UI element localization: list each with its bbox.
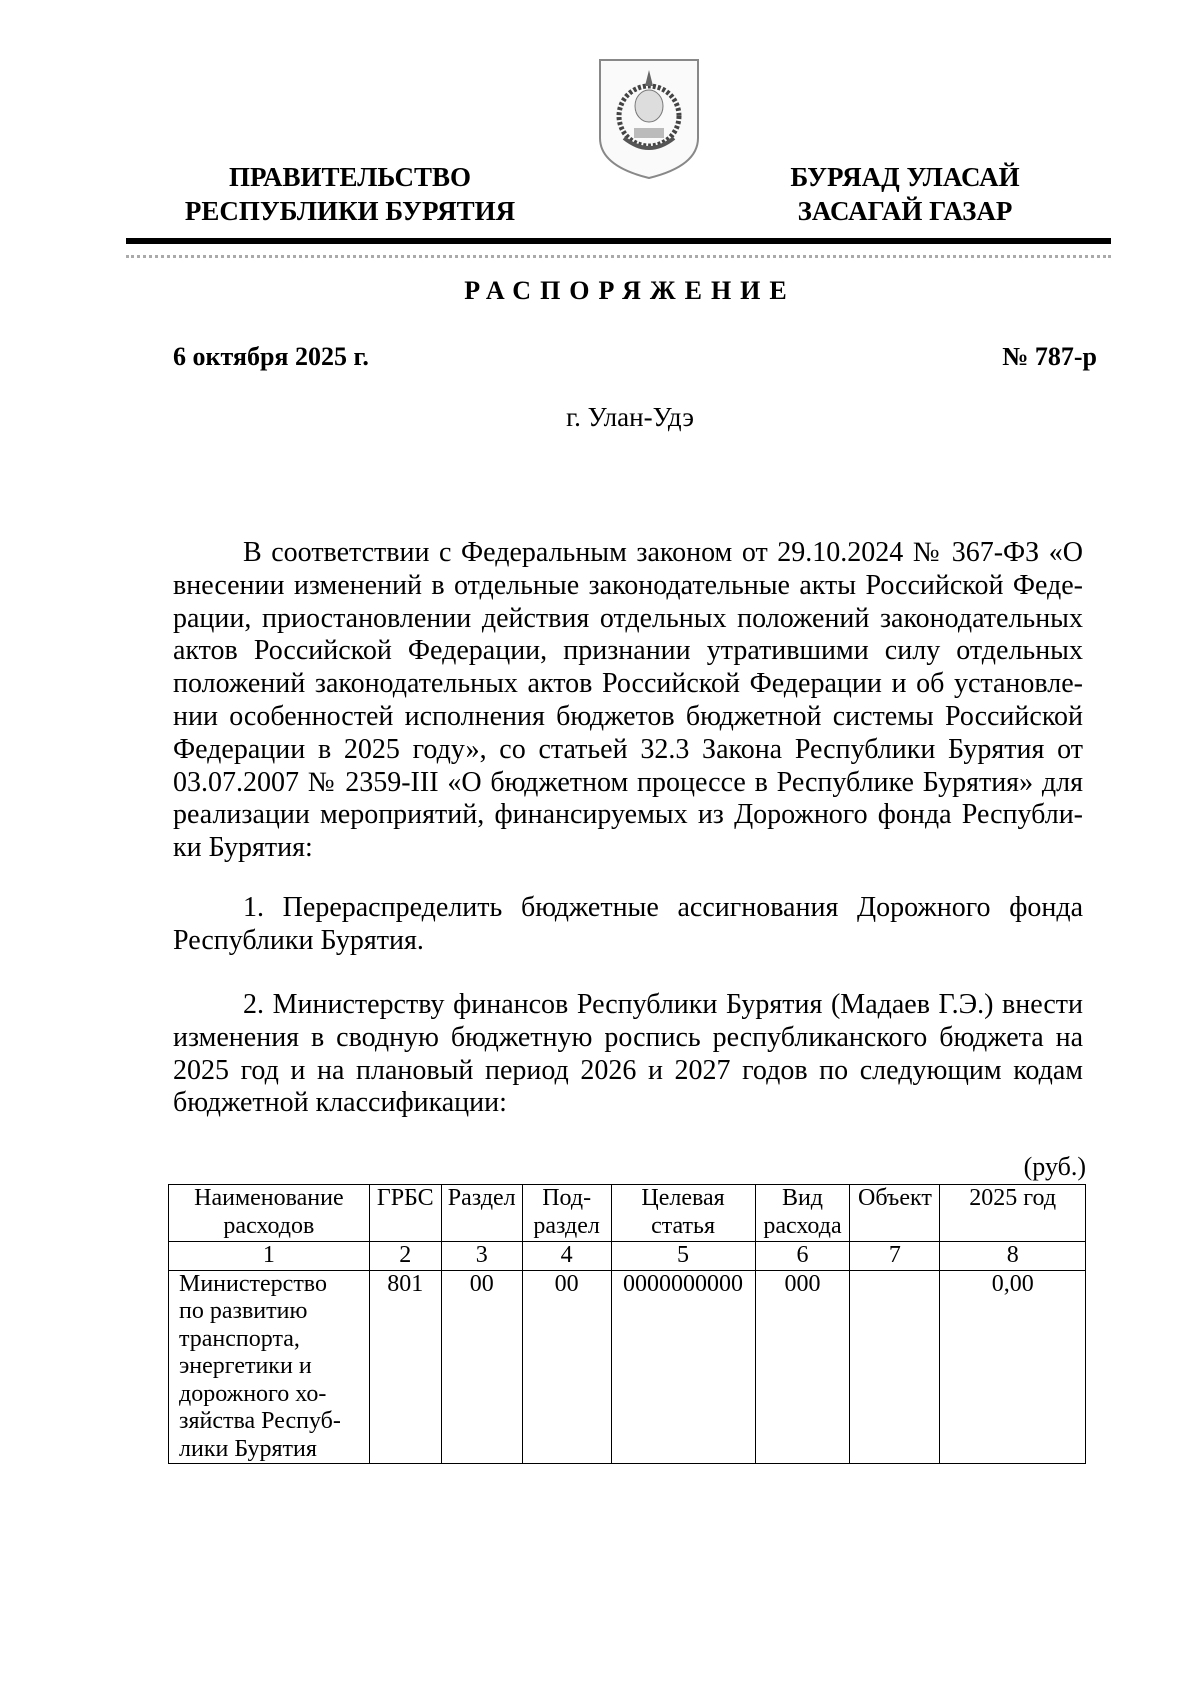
- text-line: нии особенностей исполнения бюджетов бюджетной системы Российской: [173, 700, 1083, 732]
- coat-of-arms-emblem: [598, 58, 700, 180]
- razdel-cell: 00: [441, 1270, 522, 1464]
- objekt-cell: [850, 1270, 940, 1464]
- header-cell: Наименование расходов: [169, 1185, 370, 1242]
- header-cell: Раздел: [441, 1185, 522, 1242]
- text-line: реализации мероприятий, финансируемых из Дорожного фонда Республи-: [173, 799, 1083, 831]
- header-cell: Вид расхода: [755, 1185, 850, 1242]
- header-cell: Объект: [850, 1185, 940, 1242]
- header-right-line: БУРЯАД УЛАСАЙ: [790, 162, 1020, 192]
- text-line: актов Российской Федерации, признании утратившими силу отдельных: [173, 635, 1083, 667]
- celevaya-statya-cell: 0000000000: [611, 1270, 755, 1464]
- paragraph-preamble: [173, 537, 1083, 865]
- table-column-numbers-row: [169, 1242, 1086, 1271]
- header-right: [695, 160, 1115, 228]
- header-left: [140, 160, 560, 228]
- table-unit: (руб.): [1023, 1152, 1086, 1181]
- header-dotted-rule: [126, 255, 1111, 258]
- column-number: 8: [940, 1242, 1086, 1271]
- text-line: 03.07.2007 № 2359-III «О бюджетном процессе в Республике Бурятия» для: [173, 766, 1083, 798]
- column-number: 3: [441, 1242, 522, 1271]
- amount-2025-cell: 0,00: [940, 1270, 1086, 1464]
- table-row: [169, 1270, 1086, 1464]
- column-number: 1: [169, 1242, 370, 1271]
- column-number: 4: [522, 1242, 611, 1271]
- header-rule: [126, 238, 1111, 244]
- header-left-line: ПРАВИТЕЛЬСТВО: [228, 162, 472, 192]
- column-number: 2: [369, 1242, 441, 1271]
- text-line: 2025 год и на плановый период 2026 и 2027 годов по следующим кодам: [173, 1054, 1083, 1086]
- column-number: 5: [611, 1242, 755, 1271]
- document-type: РАСПОРЯЖЕНИЕ: [464, 276, 796, 305]
- document-date: 6 октября 2025 г.: [173, 342, 369, 371]
- text-line: Федерации в 2025 году», со статьей 32.3 Закона Республики Бурятия от: [173, 733, 1083, 765]
- text-line: изменения в сводную бюджетную роспись республиканского бюджета на: [173, 1021, 1083, 1053]
- text-line: внесении изменений в отдельные законодательные акты Российской Феде-: [173, 569, 1083, 601]
- grbs-cell: 801: [369, 1270, 441, 1464]
- table-header-row: [169, 1185, 1086, 1242]
- header-left-line: РЕСПУБЛИКИ БУРЯТИЯ: [184, 196, 516, 226]
- expense-name-cell: Министерство по развитию транспорта, энергетики и дорожного хо- зяйства Респуб- лики Бурятия: [169, 1270, 370, 1464]
- text-line: В соответствии с Федеральным законом от 29.10.2024 № 367-ФЗ «О: [243, 537, 1083, 568]
- document-city: г. Улан-Удэ: [566, 402, 694, 432]
- document-number: № 787-р: [1002, 342, 1097, 371]
- header-cell: ГРБС: [369, 1185, 441, 1242]
- text-line: рации, приостановлении действия отдельных положений законодательных: [173, 602, 1083, 634]
- column-number: 6: [755, 1242, 850, 1271]
- text-line: Республики Бурятия.: [173, 924, 424, 956]
- vid-rashoda-cell: 000: [755, 1270, 850, 1464]
- text-line: 1. Перераспределить бюджетные ассигнования Дорожного фонда: [243, 892, 1083, 923]
- paragraph-item-2: [173, 989, 1083, 1120]
- podrazdel-cell: 00: [522, 1270, 611, 1464]
- header-cell: Целевая статья: [611, 1185, 755, 1242]
- header-right-line: ЗАСАГАЙ ГАЗАР: [797, 196, 1013, 226]
- budget-table: [168, 1184, 1086, 1464]
- text-line: 2. Министерству финансов Республики Бурятия (Мадаев Г.Э.) внести: [243, 989, 1083, 1020]
- header-cell: 2025 год: [940, 1185, 1086, 1242]
- text-line: ки Бурятия:: [173, 832, 313, 864]
- text-line: бюджетной классификации:: [173, 1087, 507, 1119]
- text-line: положений законодательных актов Российской Федерации и об установле-: [173, 668, 1083, 700]
- header-cell: Под- раздел: [522, 1185, 611, 1242]
- paragraph-item-1: [173, 892, 1083, 958]
- column-number: 7: [850, 1242, 940, 1271]
